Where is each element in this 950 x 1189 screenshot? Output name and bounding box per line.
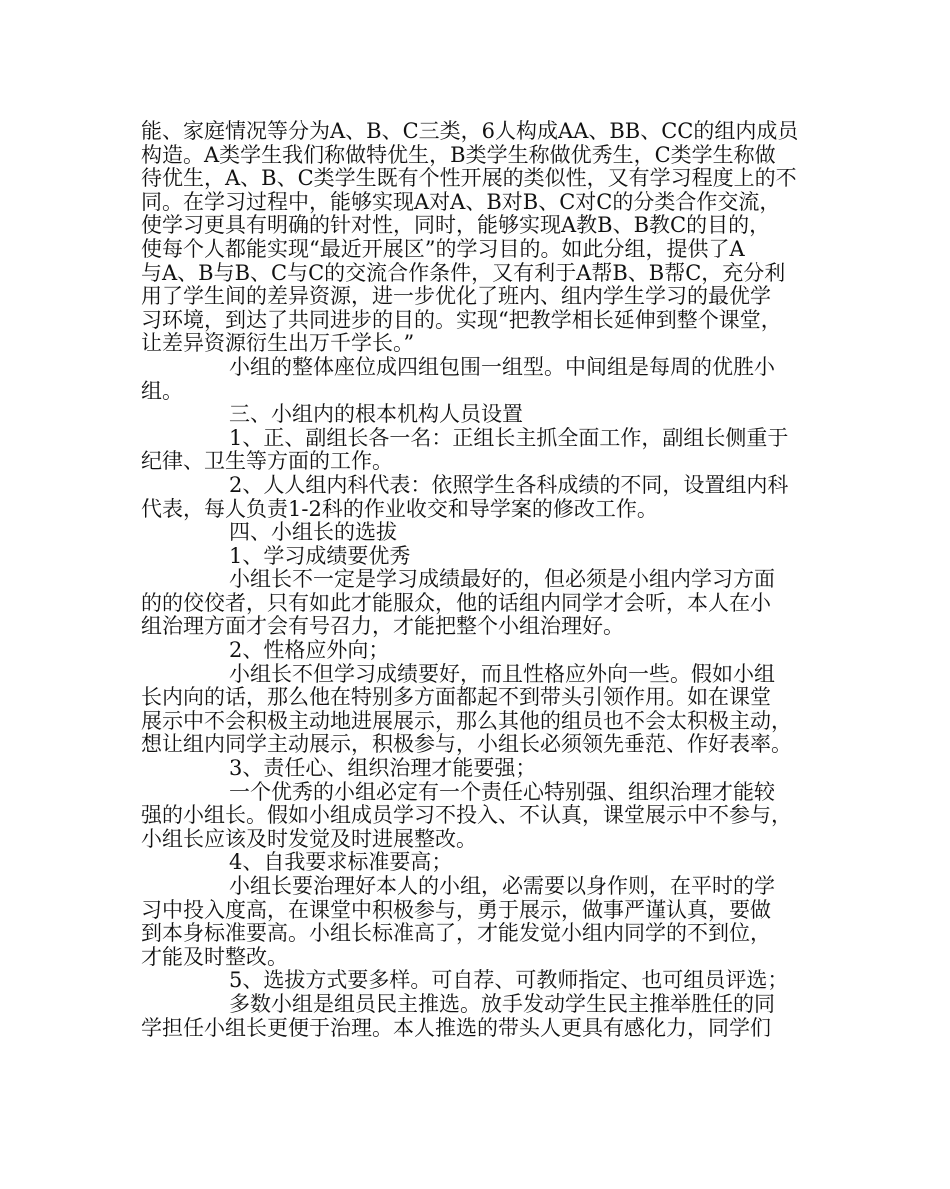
text-line: 三、小组内的根本机构人员设置 bbox=[229, 402, 523, 427]
text-line: 到本身标准要高。小组长标准高了，才能发觉小组内同学的不到位， bbox=[141, 921, 771, 946]
text-line: 学担任小组长更便于治理。本人推选的带头人更具有感化力，同学们 bbox=[141, 1015, 771, 1040]
text-line: 待优生，A、B、C类学生既有个性开展的类似性，又有学习程度上的不 bbox=[141, 166, 797, 191]
text-line: 强的小组长。假如小组成员学习不投入、不认真，课堂展示中不参与， bbox=[141, 803, 792, 828]
text-line: 同。在学习过程中，能够实现A对A、B对B、C对C的分类合作交流， bbox=[141, 189, 781, 214]
text-line: 小组长不一定是学习成绩最好的，但必须是小组内学习方面 bbox=[229, 567, 775, 592]
text-line: 与A、B与B、C与C的交流合作条件，又有利于A帮B、B帮C，充分利 bbox=[141, 260, 786, 285]
text-line: 纪律、卫生等方面的工作。 bbox=[141, 449, 393, 474]
text-line: 使每个人都能实现“最近开展区”的学习目的。如此分组，提供了A bbox=[141, 236, 745, 261]
text-line: 2、人人组内科代表：依照学生各科成绩的不同，设置组内科 bbox=[229, 472, 789, 497]
text-line: 小组长不但学习成绩要好，而且性格应外向一些。假如小组 bbox=[229, 661, 775, 686]
text-line: 4、自我要求标准要高； bbox=[229, 850, 453, 875]
text-line: 2、性格应外向； bbox=[229, 638, 390, 663]
text-line: 构造。A类学生我们称做特优生，B类学生称做优秀生，C类学生称做 bbox=[141, 142, 776, 167]
text-line: 1、学习成绩要优秀 bbox=[229, 543, 411, 568]
text-line: 多数小组是组员民主推选。放手发动学生民主推举胜任的同 bbox=[229, 991, 775, 1016]
text-line: 习中投入度高，在课堂中积极参与，勇于展示，做事严谨认真，要做 bbox=[141, 897, 771, 922]
text-line: 一个优秀的小组必定有一个责任心特别强、组织治理才能较 bbox=[229, 779, 775, 804]
text-line: 代表，每人负责1-2科的作业收交和导学案的修改工作。 bbox=[141, 496, 658, 521]
text-line: 习环境，到达了共同进步的目的。实现“把教学相长延伸到整个课堂， bbox=[141, 307, 782, 332]
text-line: 1、正、副组长各一名：正组长主抓全面工作，副组长侧重于 bbox=[229, 425, 789, 450]
text-line: 展示中不会积极主动地进展展示，那么其他的组员也不会太积极主动， bbox=[141, 708, 792, 733]
text-line: 长内向的话，那么他在特别多方面都起不到带头引领作用。如在课堂 bbox=[141, 685, 771, 710]
text-line: 5、选拔方式要多样。可自荐、可教师指定、也可组员评选； bbox=[229, 968, 789, 993]
text-line: 用了学生间的差异资源，进一步优化了班内、组内学生学习的最优学 bbox=[141, 284, 771, 309]
text-line: 小组长应该及时发觉及时进展整改。 bbox=[141, 826, 477, 851]
text-line: 能、家庭情况等分为A、B、C三类，6人构成AA、BB、CC的组内成员 bbox=[141, 119, 799, 143]
text-line: 组。 bbox=[141, 378, 183, 403]
text-line: 四、小组长的选拔 bbox=[229, 520, 397, 545]
text-line: 小组长要治理好本人的小组，必需要以身作则，在平时的学 bbox=[229, 874, 775, 898]
text-line: 组治理方面才会有号召力，才能把整个小组治理好。 bbox=[141, 614, 624, 639]
text-line: 的的佼佼者，只有如此才能服众，他的话组内同学才会听，本人在小 bbox=[141, 590, 771, 615]
text-line: 想让组内同学主动展示，积极参与，小组长必须领先垂范、作好表率。 bbox=[141, 732, 792, 757]
text-line: 才能及时整改。 bbox=[141, 944, 288, 969]
text-line: 小组的整体座位成四组包围一组型。中间组是每周的优胜小 bbox=[229, 354, 775, 379]
text-line: 3、责任心、组织治理才能要强； bbox=[229, 756, 537, 781]
document-body bbox=[141, 120, 813, 1040]
text-line: 让差异资源衍生出万千学长。” bbox=[141, 331, 415, 356]
text-line: 使学习更具有明确的针对性，同时，能够实现A教B、B教C的目的， bbox=[141, 213, 771, 238]
